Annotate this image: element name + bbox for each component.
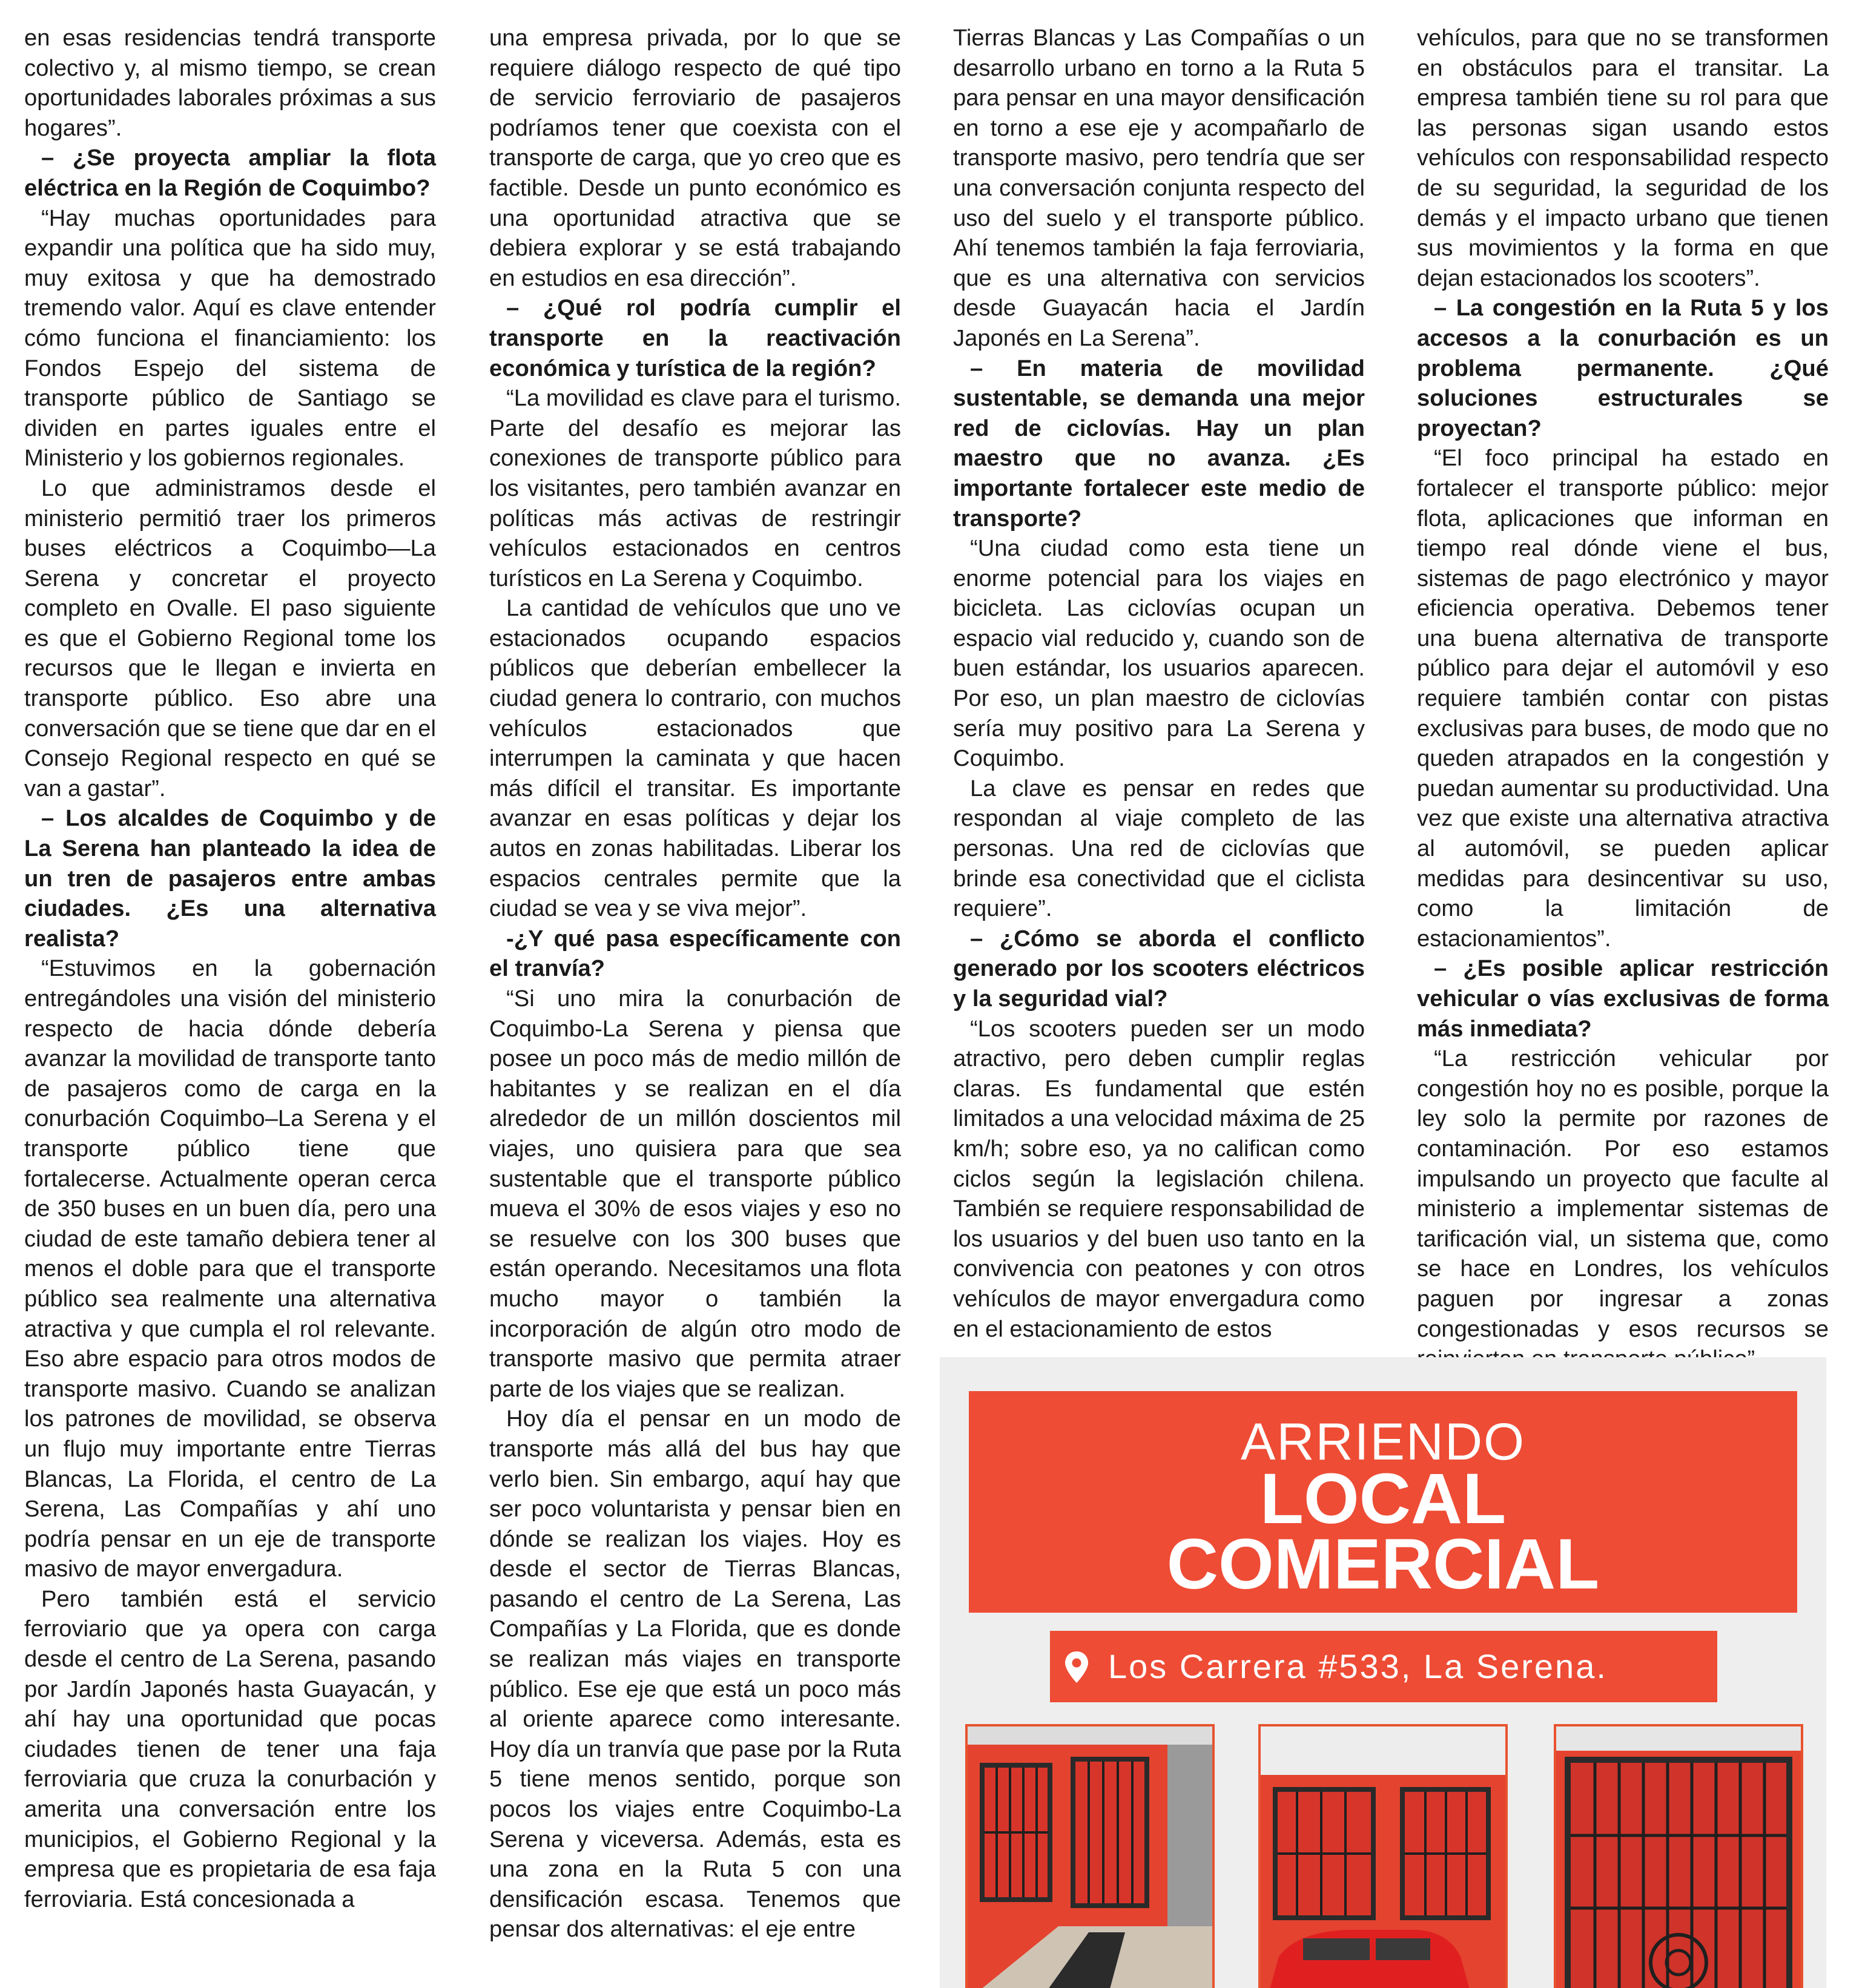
paragraph: “Los scooters pueden ser un modo atractivo, pero deben cumplir reglas claras. Es fundamental que estén limitados a una velocidad máxima de 25 km/h; sobre eso, ya no califican como ciclos según la legislación chilena. También se requiere responsabilidad de los usuarios y del buen uso tanto en la convivencia con peatones y con otros vehículos de mayor envergadura como en el estacionamiento de estos [953, 1015, 1365, 1342]
question: – En materia de movilidad sustentable, se demanda una mejor red de ciclovías. Hay un plan maestro que no avanza. ¿Es importante fortalecer este medio de transporte? [953, 355, 1365, 532]
paragraph: La cantidad de vehículos que uno ve estacionados ocupando espacios públicos que deberían embellecer la ciudad genera lo contrario, con muchos vehículos estacionados que interrumpen la caminata y que hacen más difícil el transitar. Es importante avanzar en esas políticas y dejar los autos en zonas habilitadas. Liberar los espacios centrales permite que la ciudad se vea y se viva mejor”. [489, 595, 901, 922]
ad-address-bar [1050, 1631, 1717, 1702]
question: – ¿Es posible aplicar restricción vehicular o vías exclusivas de forma más inmediata? [1417, 955, 1829, 1042]
question: – ¿Qué rol podría cumplir el transporte en la reactivación económica y turística de la región? [489, 295, 901, 381]
question: -¿Y qué pasa específicamente con el tranvía? [489, 925, 901, 982]
ad-title [969, 1459, 1797, 1604]
paragraph: vehículos, para que no se transformen en obstáculos para el transitar. La empresa también tiene su rol para que las personas sigan usando estos vehículos con responsabilidad respecto de su seguridad, la seguridad de los demás y el impacto urbano que tienen sus movimientos y la forma en que dejan estacionados los scooters”. [1417, 25, 1829, 291]
location-pin-icon [1063, 1650, 1090, 1684]
paragraph: Hoy día el pensar en un modo de transporte más allá del bus hay que verlo bien. Sin embargo, aquí hay que ser poco voluntarista y pensar bien en dónde se realizan los viajes. Hoy es desde el sector de Tierras Blancas, pasando el centro de La Serena, Las Compañías y La Florida, que es donde se realizan más viajes en transporte público. Ese eje que está un poco más al oriente aparece como interesante. Hoy día un tranvía que pase por la Ruta 5 tiene menos sentido, porque son pocos los viajes entre Coquimbo-La Serena y viceversa. Además, esta es una zona en la Ruta 5 con una densificación escasa. Tenemos que pensar dos alternativas: el eje entre [489, 1406, 901, 1943]
storefront-photo-3 [1554, 1724, 1803, 1988]
advertisement [940, 1357, 1826, 1988]
paragraph: La clave es pensar en redes que respondan al viaje completo de las personas. Una red de ciclovías que brinde esa conectividad que el ciclista requiere”. [953, 775, 1365, 922]
article-column-4 [1417, 23, 1829, 1374]
article-column-2 [489, 23, 901, 1944]
paragraph: “Hay muchas oportunidades para expandir una política que ha sido muy, muy exitosa y que ha demostrado tremendo valor. Aquí es clave entender cómo funciona el financiamiento: los Fondos Espejo del sistema de transporte público de Santiago se dividen en partes iguales entre el Ministerio y los gobiernos regionales. [24, 205, 436, 472]
paragraph: “Estuvimos en la gobernación entregándoles una visión del ministerio respecto de hacia dónde debería avanzar la movilidad de transporte tanto de pasajeros como de carga en la conurbación Coquimbo–La Serena y el transporte público tiene que fortalecerse. Actualmente operan cerca de 350 buses en un buen día, pero una ciudad de este tamaño debiera tener al menos el doble para que el transporte público sea realmente una alternativa atractiva y que cumpla el rol relevante. Eso abre espacio para otros modos de transporte masivo. Cuando se analizan los patrones de movilidad, se observa un flujo muy importante entre Tierras Blancas, La Florida, el centro de La Serena, Las Compañías y ahí uno podría pensar en un eje de transporte masivo de mayor envergadura. [24, 955, 436, 1582]
ad-title-line-2: COMERCIAL [1166, 1524, 1600, 1604]
ad-address-text: Los Carrera #533, La Serena. [1108, 1647, 1608, 1685]
ad-title-line-1: LOCAL [1259, 1459, 1507, 1539]
paragraph: Lo que administramos desde el ministerio permitió traer los primeros buses eléctricos a Coquimbo—La Serena y concretar el proyecto completo en Ovalle. El paso siguiente es que el Gobierno Regional tome los recursos que le llegan e invierta en transporte público. Eso abre una conversación que se tiene que dar en el Consejo Regional respecto en qué se van a gastar”. [24, 475, 436, 801]
paragraph: “Una ciudad como esta tiene un enorme potencial para los viajes en bicicleta. Las ciclovías ocupan un espacio vial reducido y, cuando son de buen estándar, los usuarios aparecen. Por eso, un plan maestro de ciclovías sería muy positivo para La Serena y Coquimbo. [953, 535, 1365, 772]
paragraph: en esas residencias tendrá transporte colectivo y, al mismo tiempo, se crean oportunidades laborales próximas a sus hogares”. [24, 25, 436, 141]
ad-kicker: ARRIENDO [1241, 1413, 1525, 1471]
question: – ¿Cómo se aborda el conflicto generado por los scooters eléctricos y la seguridad vial? [953, 925, 1365, 1012]
question: – La congestión en la Ruta 5 y los accesos a la conurbación es un problema permanente. ¿Qué soluciones estructurales se proyectan? [1417, 295, 1829, 441]
storefront-photo-1 [965, 1724, 1215, 1988]
paragraph: “La movilidad es clave para el turismo. Parte del desafío es mejorar las conexiones de transporte público para los visitantes, pero también avanzar en políticas más activas de restringir vehículos estacionados en centros turísticos en La Serena y Coquimbo. [489, 385, 901, 591]
ad-banner [969, 1391, 1797, 1613]
article-column-3 [953, 23, 1365, 1344]
question: – ¿Se proyecta ampliar la flota eléctrica en la Región de Coquimbo? [24, 145, 436, 201]
paragraph: una empresa privada, por lo que se requiere diálogo respecto de qué tipo de servicio ferroviario de pasajeros podríamos tener que coexista con el transporte de carga, que yo creo que es factible. Desde un punto económico es una oportunidad atractiva que se debiera explorar y se está trabajando en estudios en esa dirección”. [489, 25, 901, 291]
paragraph: Tierras Blancas y Las Compañías o un desarrollo urbano en torno a la Ruta 5 para pensar en una mayor densificación en torno a ese eje y acompañarlo de transporte masivo, pero tendría que ser una conversación conjunta respecto del uso del suelo y el transporte público. Ahí tenemos también la faja ferroviaria, que es una alternativa con servicios desde Guayacán hacia el Jardín Japonés en La Serena”. [953, 25, 1365, 351]
paragraph: “El foco principal ha estado en fortalecer el transporte público: mejor flota, aplicaciones que informan en tiempo real dónde viene el bus, sistemas de pago electrónico y mayor eficiencia operativa. Debemos tener una buena alternativa de transporte público para dejar el automóvil y eso requiere también contar con pistas exclusivas para buses, de modo que no queden atrapados en la congestión y puedan aumentar su productividad. Una vez que existe una alternativa atractiva al automóvil, se pueden aplicar medidas para desincentivar su uso, como la limitación de estacionamientos”. [1417, 445, 1829, 952]
paragraph: Pero también está el servicio ferroviario que ya opera con carga desde el centro de La Serena, pasando por Jardín Japonés hasta Guayacán, y ahí hay una oportunidad que pocas ciudades tienen de tener una faja ferroviaria que cruza la conurbación y amerita una conversación entre los municipios, el Gobierno Regional y la empresa que es propietaria de esa faja ferroviaria. Está concesionada a [24, 1585, 436, 1912]
paragraph: “Si uno mira la conurbación de Coquimbo-La Serena y piensa que posee un poco más de medio millón de habitantes y se realizan en el día alrededor de un millón doscientos mil viajes, uno quisiera para que sea sustentable que el transporte público mueva el 30% de esos viajes y eso no se resuelve con los 300 buses que están operando. Necesitamos una flota mucho mayor o también la incorporación de algún otro modo de transporte masivo que permita atraer parte de los viajes que se realizan. [489, 986, 901, 1402]
storefront-photo-2 [1258, 1724, 1508, 1988]
article-column-1 [24, 23, 436, 1914]
question: – Los alcaldes de Coquimbo y de La Serena han planteado la idea de un tren de pasajeros entre ambas ciudades. ¿Es una alternativa realista? [24, 805, 436, 952]
paragraph: “La restricción vehicular por congestión hoy no es posible, porque la ley solo la permite por razones de contaminación. Por eso estamos impulsando un proyecto que faculte al ministerio a implementar sistemas de tarificación vial, un sistema que, como se hace en Londres, los vehículos paguen por ingresar a zonas congestionadas y esos recursos se [1417, 1045, 1829, 1342]
